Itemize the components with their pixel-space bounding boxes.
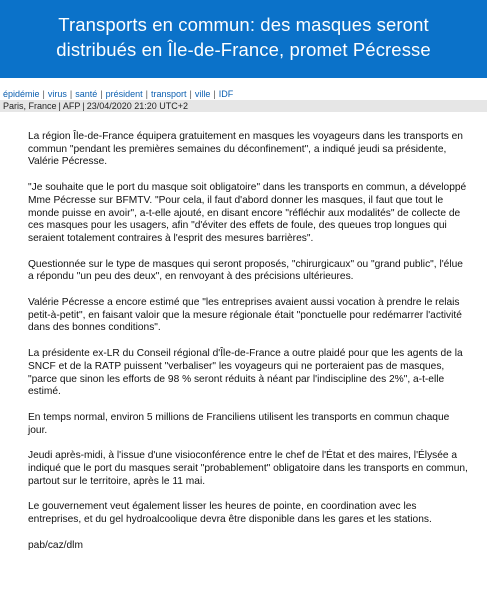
article-title-line-2: distribués en Île-de-France, promet Pécresse: [56, 39, 431, 60]
article-paragraph: "Je souhaite que le port du masque soit obligatoire" dans les transports en commun, a développé Mme Pécresse sur BFMTV. "Pour cela, il faut d'abord donner les masques, il faut que tout le monde puisse en avoir", a-t-elle ajouté, en disant encore "réfléchir aux modalités" de collecte de ces masques pour les usagers, afin "d'éviter des effets de foule, des queues trop longues qui seraient totalement contraires à l'esprit des mesures barrières".: [28, 182, 467, 244]
news-agency: AFP: [62, 101, 81, 111]
tag-idf[interactable]: IDF: [218, 89, 234, 99]
article-paragraph: Questionnée sur le type de masques qui seront proposés, "chirurgicaux" ou "grand public", l'élue a répondu "un peu des deux", en renvoyant à des précisions ultérieures.: [28, 258, 463, 283]
article-header: [0, 0, 487, 78]
tag-separator: |: [189, 89, 192, 99]
article-paragraph: En temps normal, environ 5 millions de Franciliens utilisent les transports en commun chaque jour.: [28, 411, 450, 436]
article-paragraph: Jeudi après-midi, à l'issue d'une visioconférence entre le chef de l'État et des maires, l'Élysée a indiqué que le port du masques serait "probablement" obligatoire dans les transports en commun, partout sur le territoire, après le 11 mai.: [28, 450, 468, 487]
tag-virus[interactable]: virus: [47, 89, 67, 99]
tag-ville[interactable]: ville: [194, 89, 211, 99]
meta-separator: |: [58, 101, 61, 111]
publication-datetime: 23/04/2020 21:20 UTC+2: [86, 101, 189, 111]
article-meta-bar: [0, 100, 487, 112]
tag-epidemie[interactable]: épidémie: [3, 89, 40, 99]
tag-sante[interactable]: santé: [75, 89, 98, 99]
author-initials: pab/caz/dlm: [28, 539, 83, 551]
tag-separator: |: [42, 89, 45, 99]
tag-list: [3, 89, 233, 100]
article-paragraph: La présidente ex-LR du Conseil régional d'Île-de-France a outre plaidé pour que les agents de la SNCF et de la RATP puissent "verbaliser" les voyageurs qui ne porteraient pas de masques, "parce que sinon les efforts de 98 % seront réduits à néant par l'indiscipline des 2%", a-t-elle estimé.: [28, 348, 463, 398]
tag-president[interactable]: président: [105, 89, 143, 99]
tag-separator: |: [213, 89, 216, 99]
article-title-line-1: Transports en commun: des masques seront: [58, 14, 429, 35]
meta-separator: |: [82, 101, 85, 111]
article-paragraph: Valérie Pécresse a encore estimé que "les entreprises avaient aussi vocation à prendre le relais petit-à-petit", en faisant valoir que la mesure régionale était "ponctuelle pour redémarrer l'activité dans des bonnes conditions".: [28, 297, 462, 334]
article-title: [0, 12, 487, 62]
article-body: [28, 131, 468, 566]
tag-separator: |: [69, 89, 73, 99]
tag-transport[interactable]: transport: [150, 89, 187, 99]
tag-separator: |: [100, 89, 103, 99]
dateline-location: Paris, France: [3, 101, 57, 111]
article-paragraph: Le gouvernement veut également lisser les heures de pointe, en coordination avec les entreprises, et du gel hydroalcoolique devra être disponible dans les gares et les stations.: [28, 501, 432, 526]
article-paragraph: La région Île-de-France équipera gratuitement en masques les voyageurs dans les transports en commun "pendant les premières semaines du déconfinement", a indiqué jeudi sa présidente, Valérie Pécresse.: [28, 131, 463, 168]
tag-separator: |: [145, 89, 148, 99]
